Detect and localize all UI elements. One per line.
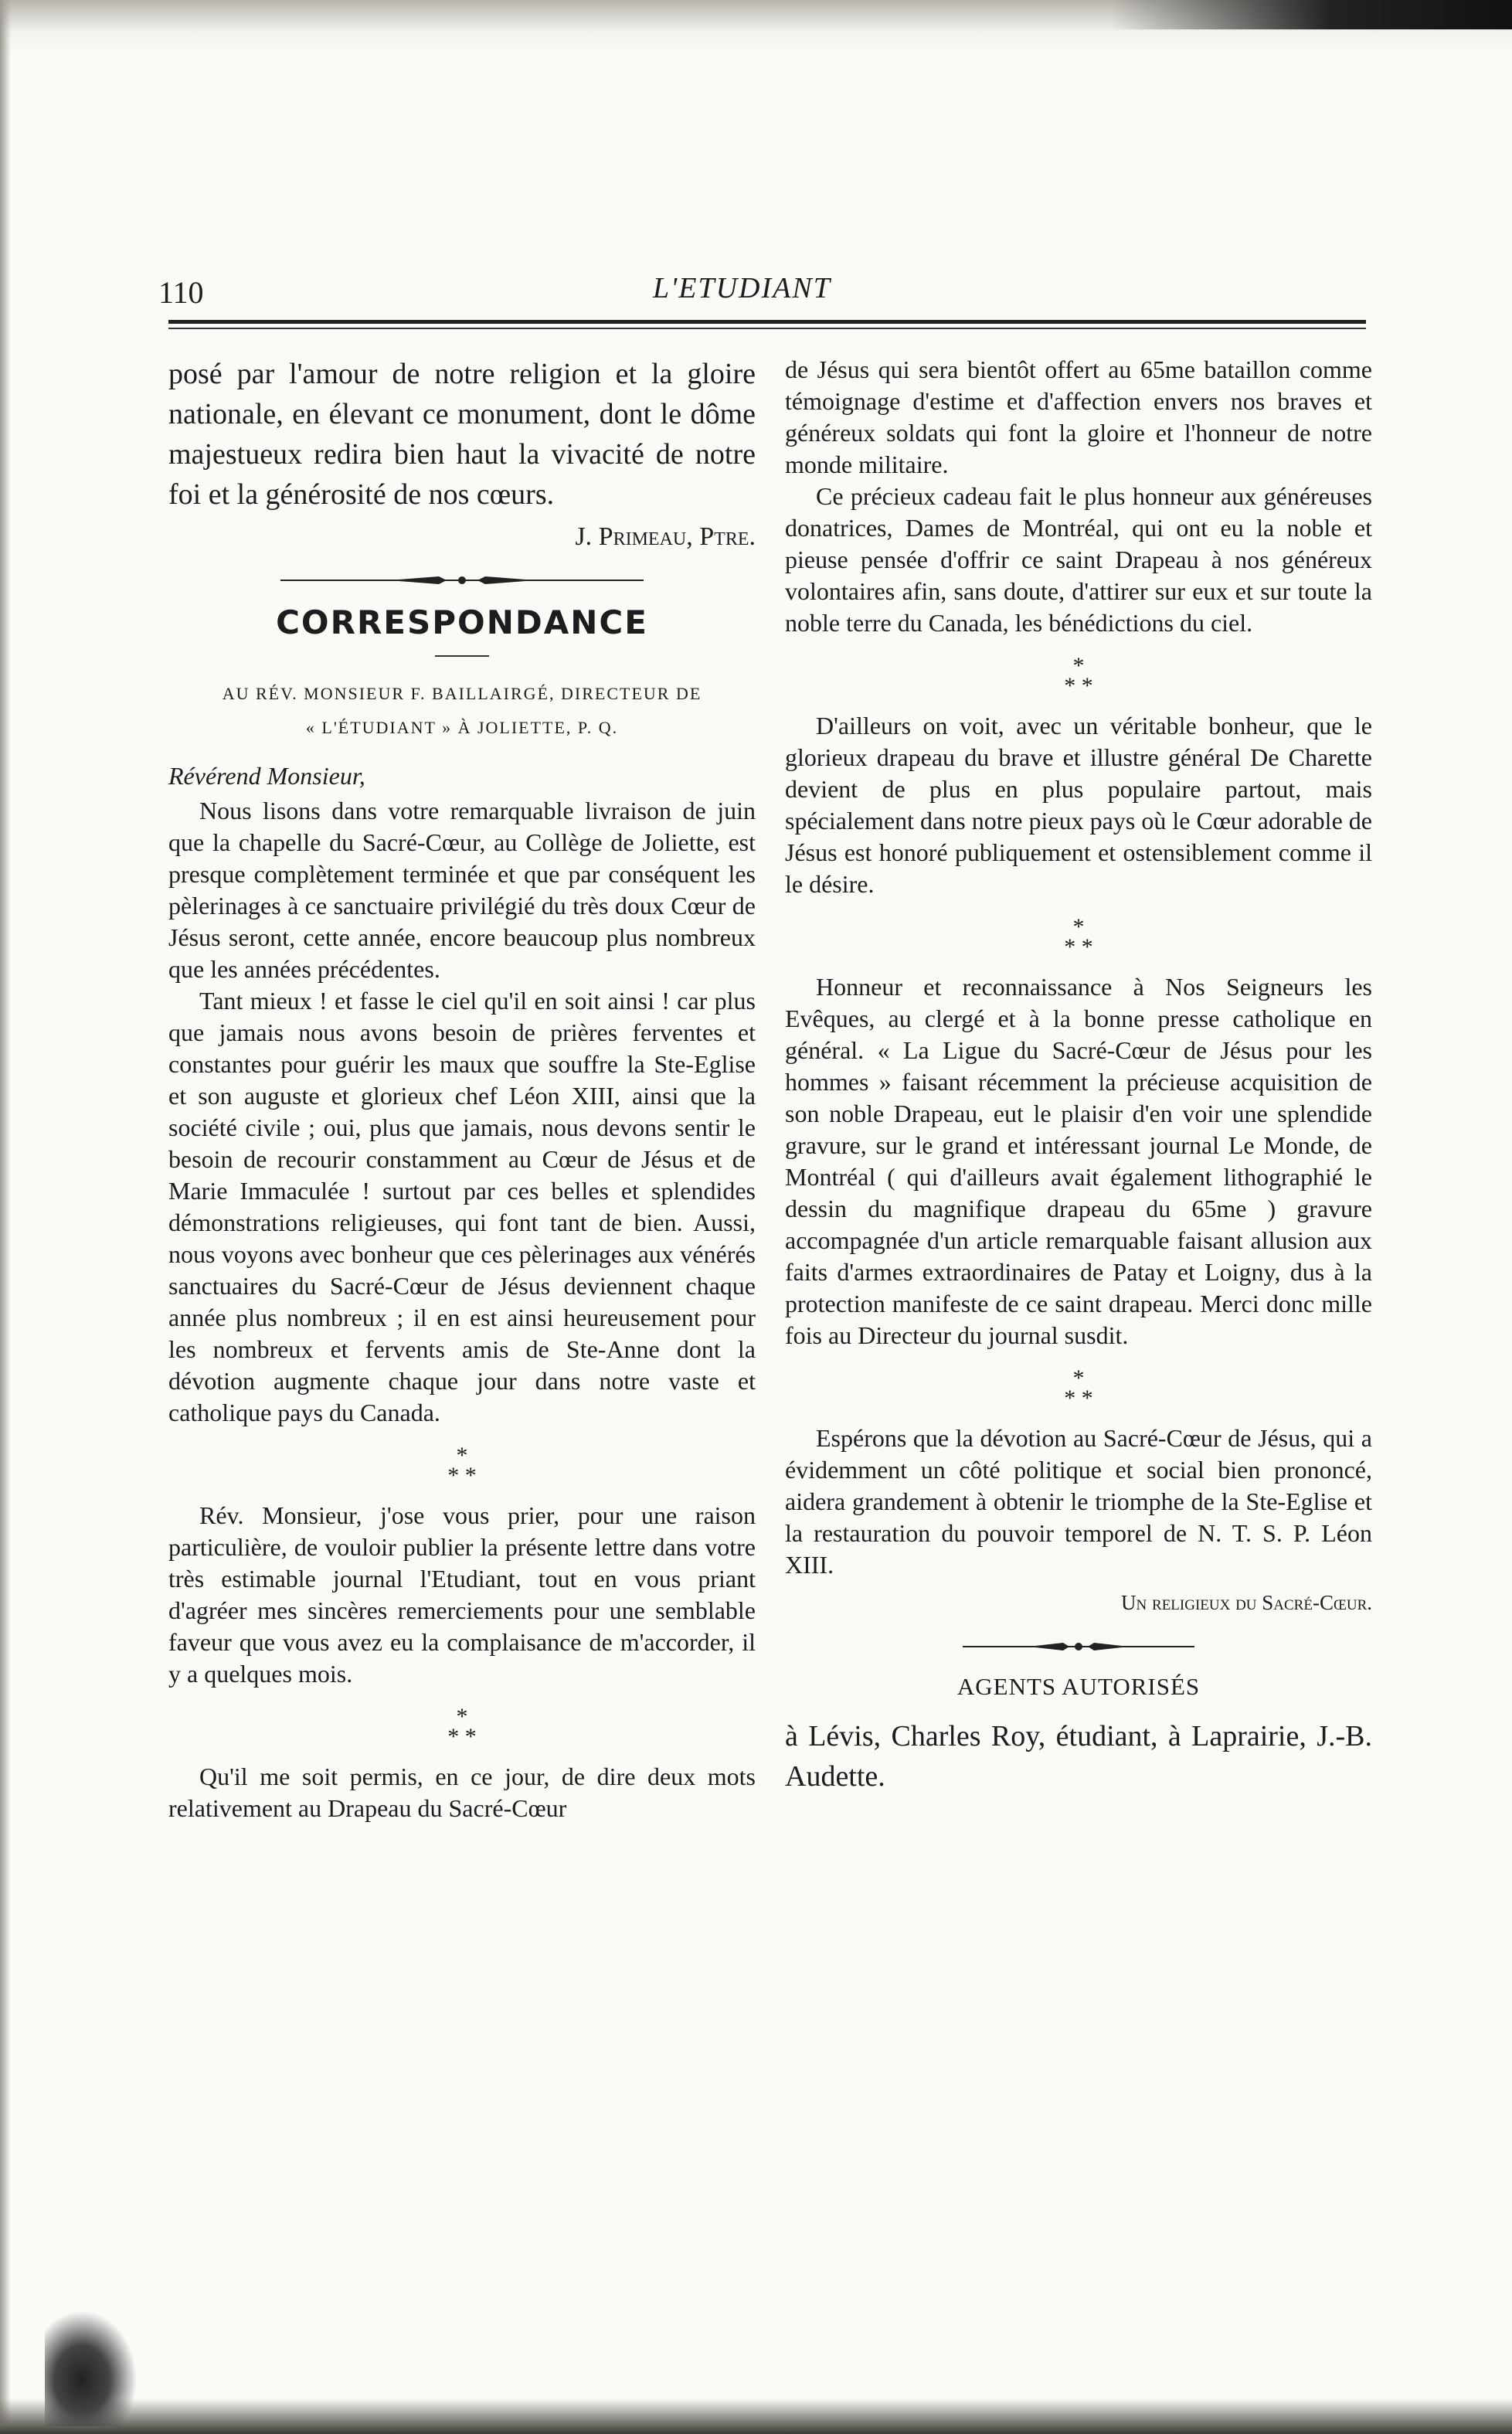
right-paragraph-1: de Jésus qui sera bientôt offert au 65me bataillon comme témoignage d'estime et d'affection envers nos braves et généreux soldats qui font la gloire et l'honneur de notre monde militaire.	[785, 355, 1372, 478]
continuation-paragraph: posé par l'amour de notre religion et la gloire nationale, en élevant ce monument, dont le dôme majestueux redira bien haut la vivacité de notre foi et la générosité de nos cœurs.	[168, 358, 756, 511]
asterism-top: *	[1072, 1365, 1085, 1391]
asterism-bottom: * *	[1064, 673, 1093, 699]
asterism-bottom: * *	[447, 1463, 477, 1488]
salutation: Révérend Monsieur,	[168, 762, 365, 790]
signature-primeau: J. Primeau, Ptre.	[575, 522, 756, 551]
header-rule-thick	[168, 320, 1366, 324]
asterism-bottom: * *	[1064, 1385, 1093, 1411]
ornament-divider	[280, 574, 644, 586]
right-paragraph-3: D'ailleurs on voit, avec un véritable bonheur, que le glorieux drapeau du brave et illustre général De Charette devient de plus en plus populaire partout, mais spécialement dans notre pieux pays où le Cœur adorable de Jésus est honoré publiquement et ostensiblement comme il le désire.	[785, 712, 1372, 898]
letter-paragraph-3: Rév. Monsieur, j'ose vous prier, pour une raison particulière, de vouloir publier la présente lettre dans votre très estimable journal l'Etudiant, tout en vous priant d'agréer mes sincères remerciements pour une semblable faveur que vous avez eu la complaisance de m'accorder, il y a quelques mois.	[168, 1501, 756, 1688]
section-title-correspondance: CORRESPONDANCE	[276, 603, 648, 641]
asterism-bottom: * *	[1064, 934, 1093, 960]
scan-shadow-bottom	[0, 2398, 1512, 2434]
asterism-5	[785, 1365, 1372, 1411]
scan-smudge	[45, 2310, 138, 2426]
asterism-bottom: * *	[447, 1724, 477, 1749]
asterism-4	[785, 914, 1372, 960]
letter-paragraph-2: Tant mieux ! et fasse le ciel qu'il en soit ainsi ! car plus que jamais nous avons besoin de prières ferventes et constantes pour guérir les maux que souffre la Ste-Eglise et son auguste et glorieux chef Léon XIII, ainsi que la société civile ; oui, plus que jamais, nous devons sentir le besoin de recourir constamment au Cœur de Jésus et de Marie Immaculée ! surtout par ces belles et splendides démonstrations religieuses, qui font tant de bien. Aussi, nous voyons avec bonheur que ces pèlerinages aux vénérés sanctuaires du Sacré-Cœur de Jésus deviennent chaque année plus nombreux ; il en est ainsi heureusement pour les nombreux et fervents amis de Ste-Anne dont la dévotion augmente chaque jour dans notre vaste et catholique pays du Canada.	[168, 987, 756, 1426]
letter-paragraph-1: Nous lisons dans votre remarquable livraison de juin que la chapelle du Sacré-Cœur, au Collège de Joliette, est presque complètement terminée et que par conséquent les pèlerinages à ce sanctuaire privilégié du très doux Cœur de Jésus seront, cette année, encore beaucoup plus nombreux que les années précédentes.	[168, 797, 756, 983]
title-rule	[435, 655, 489, 657]
right-paragraph-5: Espérons que la dévotion au Sacré-Cœur de Jésus, qui a évidemment un côté politique et social bien prononcé, aidera grandement à obtenir le triomphe de la Ste-Eglise et la restauration du pouvoir temporel de N. T. S. P. Léon XIII.	[785, 1424, 1372, 1579]
agents-title: AGENTS AUTORISÉS	[956, 1673, 1201, 1700]
asterism-3	[785, 653, 1372, 699]
scan-shadow-left	[0, 0, 11, 2434]
address-line-2: « L'ÉTUDIANT » À JOLIETTE, P. Q.	[305, 718, 619, 737]
asterism-top: *	[1072, 653, 1085, 678]
page-header	[158, 267, 1368, 313]
scan-shadow-top-right	[1110, 0, 1512, 29]
agents-text: à Lévis, Charles Roy, étudiant, à Laprairie, J.-B. Audette.	[785, 1720, 1372, 1793]
page-number: 110	[158, 275, 204, 310]
running-title: L'ETUDIANT	[653, 272, 831, 304]
letter-paragraph-4: Qu'il me soit permis, en ce jour, de dire deux mots relativement au Drapeau du Sacré-Cœur	[168, 1763, 756, 1822]
asterism-top: *	[1072, 914, 1085, 940]
asterism-top: *	[456, 1704, 468, 1729]
signature-religieux: Un religieux du Sacré-Cœur.	[1121, 1591, 1372, 1614]
asterism-2	[168, 1704, 756, 1749]
asterism-top: *	[456, 1443, 468, 1468]
address-line-1: AU RÉV. MONSIEUR F. BAILLAIRGÉ, DIRECTEUR DE	[222, 684, 702, 703]
ornament-divider	[963, 1640, 1194, 1653]
asterism-1	[168, 1443, 756, 1488]
header-rule-thin	[168, 328, 1366, 329]
right-column	[785, 354, 1372, 1797]
left-column	[168, 354, 756, 1824]
right-paragraph-2: Ce précieux cadeau fait le plus honneur aux généreuses donatrices, Dames de Montréal, qui ont eu la noble et pieuse pensée d'offrir ce saint Drapeau à nos généreux volontaires afin, sans doute, d'attirer sur eux et sur toute la noble terre du Canada, les bénédictions du ciel.	[785, 482, 1372, 637]
right-paragraph-4: Honneur et reconnaissance à Nos Seigneurs les Evêques, au clergé et à la bonne presse catholique en général. « La Ligue du Sacré-Cœur de Jésus pour les hommes » faisant récemment la précieuse acquisition de son noble Drapeau, eut le plaisir d'en voir une splendide gravure, sur le grand et intéressant journal Le Monde, de Montréal ( qui d'ailleurs avait également lithographié le dessin du magnifique drapeau du 65me ) gravure accompagnée d'un article remarquable faisant allusion aux faits d'armes extraordinaires de Patay et Loigny, dus à la protection manifeste de ce saint drapeau. Merci donc mille fois au Directeur du journal susdit.	[785, 973, 1372, 1349]
